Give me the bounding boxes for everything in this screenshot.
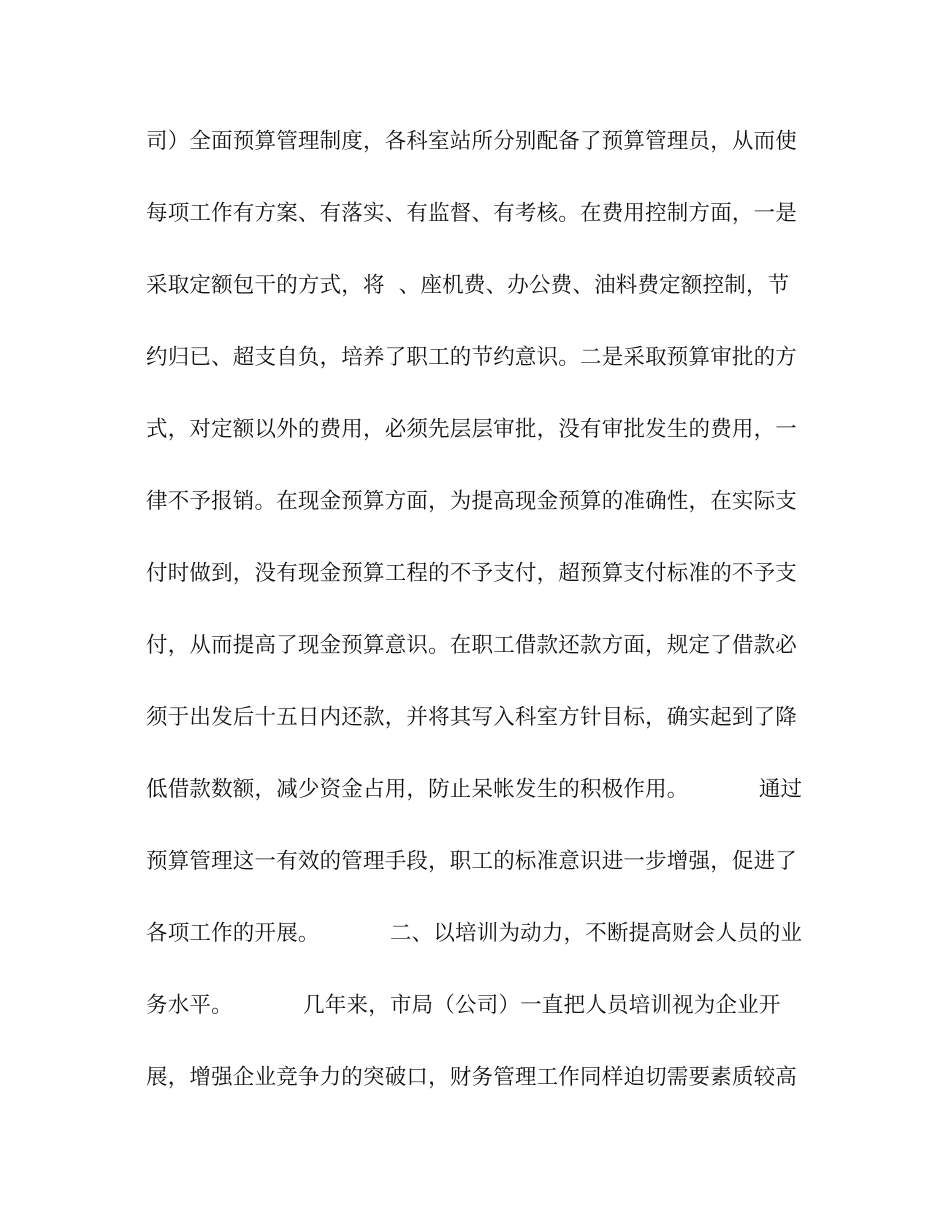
text-line: 各项工作的开展。 二、以培训为动力，不断提高财会人员的业 bbox=[146, 921, 803, 946]
text-line: 采取定额包干的方式，将 、座机费、办公费、油料费定额控制，节 bbox=[146, 273, 790, 298]
text-line: 展，增强企业竞争力的突破口，财务管理工作同样迫切需要素质较高 bbox=[146, 1065, 798, 1090]
text-line: 付，从而提高了现金预算意识。在职工借款还款方面，规定了借款必 bbox=[146, 633, 798, 658]
text-line: 每项工作有方案、有落实、有监督、有考核。在费用控制方面，一是 bbox=[146, 201, 798, 226]
text-line: 须于出发后十五日内还款，并将其写入科室方针目标，确实起到了降 bbox=[146, 705, 798, 730]
text-line: 低借款数额，减少资金占用，防止呆帐发生的积极作用。 通过 bbox=[146, 777, 803, 802]
text-line: 务水平。 几年来，市局（公司）一直把人员培训视为企业开 bbox=[146, 993, 781, 1018]
text-line: 司）全面预算管理制度，各科室站所分别配备了预算管理员，从而使 bbox=[146, 129, 798, 154]
text-line: 付时做到，没有现金预算工程的不予支付，超预算支付标准的不予支 bbox=[146, 561, 798, 586]
text-line: 预算管理这一有效的管理手段，职工的标准意识进一步增强，促进了 bbox=[146, 849, 798, 874]
text-line: 式，对定额以外的费用，必须先层层审批，没有审批发生的费用，一 bbox=[146, 417, 798, 442]
text-line: 律不予报销。在现金预算方面，为提高现金预算的准确性，在实际支 bbox=[146, 489, 798, 514]
text-line: 约归已、超支自负，培养了职工的节约意识。二是采取预算审批的方 bbox=[146, 345, 798, 370]
